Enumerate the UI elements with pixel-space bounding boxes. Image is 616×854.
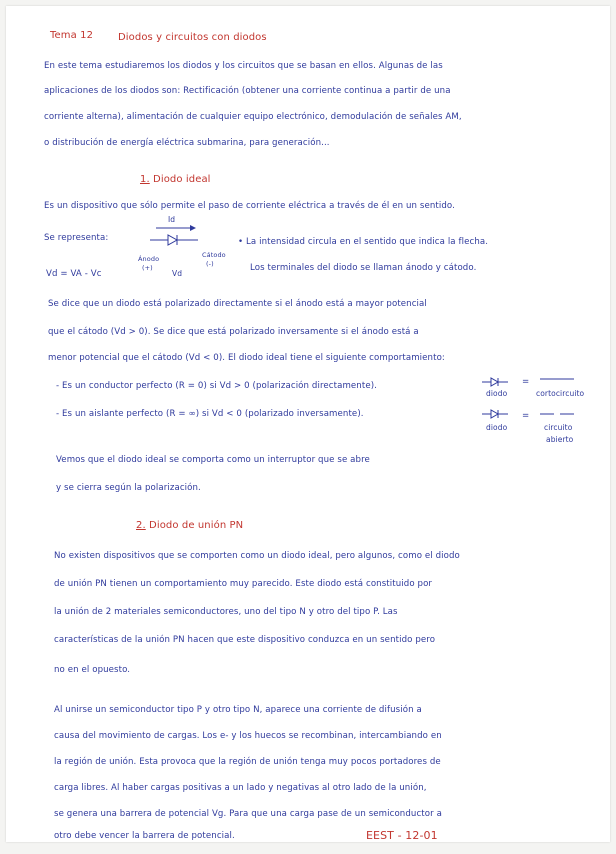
open-circuit-label-2: abierto xyxy=(546,435,574,444)
pn-paragraph-2-line-3: la región de unión. Esta provoca que la región de unión tenga muy pocos portadores de xyxy=(54,757,441,767)
description-2: Los terminales del diodo se llaman ánodo y cátodo. xyxy=(250,263,477,273)
cathode-label: Cátodo xyxy=(202,251,226,259)
pn-paragraph-2-line-4: carga libres. Al haber cargas positivas a un lado y negativas al otro lado de la unión, xyxy=(54,783,427,793)
short-circuit-icon xyxy=(540,374,576,384)
vd-label: Vd xyxy=(172,269,183,278)
current-label: Id xyxy=(168,215,176,224)
section-1-heading xyxy=(140,174,211,185)
section-2-heading xyxy=(136,520,243,531)
equals-sign-2: = xyxy=(522,411,530,421)
pn-paragraph-1-line-1: No existen dispositivos que se comporten como un diodo ideal, pero algunos, como el diodo xyxy=(54,551,460,561)
pn-paragraph-2-line-6: otro debe vencer la barrera de potencial. xyxy=(54,831,235,841)
intro-line-4: o distribución de energía eléctrica submarina, para generación... xyxy=(44,138,330,148)
section-1-number: 1. xyxy=(140,174,150,185)
short-circuit-label: cortocircuito xyxy=(536,389,585,398)
diode-small-icon xyxy=(482,408,512,420)
minus-sign: (-) xyxy=(206,260,214,268)
pn-paragraph-1-line-5: no en el opuesto. xyxy=(54,665,131,675)
open-circuit-label-1: circuito xyxy=(544,423,573,432)
page-title: Diodos y circuitos con diodos xyxy=(118,32,267,43)
closing-line-2: y se cierra según la polarización. xyxy=(56,483,201,493)
open-circuit-icon xyxy=(540,408,576,420)
pn-paragraph-1-line-3: la unión de 2 materiales semiconductores, uno del tipo N y otro del tipo P. Las xyxy=(54,607,398,617)
intro-line-1: En este tema estudiaremos los diodos y los circuitos que se basan en ellos. Algunas de las xyxy=(44,61,443,71)
section-1-line-1: Es un dispositivo que sólo permite el paso de corriente eléctrica a través de él en un sentido. xyxy=(44,201,455,211)
polarization-line-3: menor potencial que el cátodo (Vd < 0). El diodo ideal tiene el siguiente comportamiento: xyxy=(48,353,445,363)
pn-paragraph-1-line-4: características de la unión PN hacen que este dispositivo conduzca en un sentido pero xyxy=(54,635,436,645)
anode-label: Ánodo xyxy=(138,255,160,263)
pn-paragraph-2-line-5: se genera una barrera de potencial Vg. Para que una carga pase de un semiconductor a xyxy=(54,809,442,819)
section-1-title: Diodo ideal xyxy=(153,174,211,185)
pn-paragraph-2-line-1: Al unirse un semiconductor tipo P y otro tipo N, aparece una corriente de difusión a xyxy=(54,705,422,715)
footer-stamp: EEST - 12-01 xyxy=(366,829,438,842)
intro-line-3: corriente alterna), alimentación de cualquier equipo electrónico, demodulación de señales AM, xyxy=(44,112,462,122)
diode-label-2: diodo xyxy=(486,423,508,432)
section-2-title: Diodo de unión PN xyxy=(149,520,244,531)
polarization-line-1: Se dice que un diodo está polarizado directamente si el ánodo está a mayor potencial xyxy=(48,299,427,309)
case-conductor: - Es un conductor perfecto (R = 0) si Vd > 0 (polarización directamente). xyxy=(56,381,377,391)
polarization-line-2: que el cátodo (Vd > 0). Se dice que está polarizado inversamente si el ánodo está a xyxy=(48,327,419,337)
represent-label: Se representa: xyxy=(44,233,109,243)
diode-symbol-icon xyxy=(146,224,216,252)
equals-sign-1: = xyxy=(522,377,530,387)
closing-line-1: Vemos que el diodo ideal se comporta como un interruptor que se abre xyxy=(56,455,370,465)
notebook-page xyxy=(6,6,610,842)
pn-paragraph-1-line-2: de unión PN tienen un comportamiento muy parecido. Este diodo está constituido por xyxy=(54,579,433,589)
section-2-number: 2. xyxy=(136,520,146,531)
pn-paragraph-2-line-2: causa del movimiento de cargas. Los e- y los huecos se recombinan, intercambiando en xyxy=(54,731,442,741)
description-1: • La intensidad circula en el sentido que indica la flecha. xyxy=(238,237,489,247)
diode-small-icon xyxy=(482,376,512,388)
case-insulator: - Es un aislante perfecto (R = ∞) si Vd < 0 (polarizado inversamente). xyxy=(56,409,364,419)
plus-sign: (+) xyxy=(142,264,153,272)
topic-number: Tema 12 xyxy=(50,30,94,41)
voltage-equation: Vd = VA - Vc xyxy=(46,269,102,279)
diode-label-1: diodo xyxy=(486,389,508,398)
intro-line-2: aplicaciones de los diodos son: Rectificación (obtener una corriente continua a partir de una xyxy=(44,86,451,96)
